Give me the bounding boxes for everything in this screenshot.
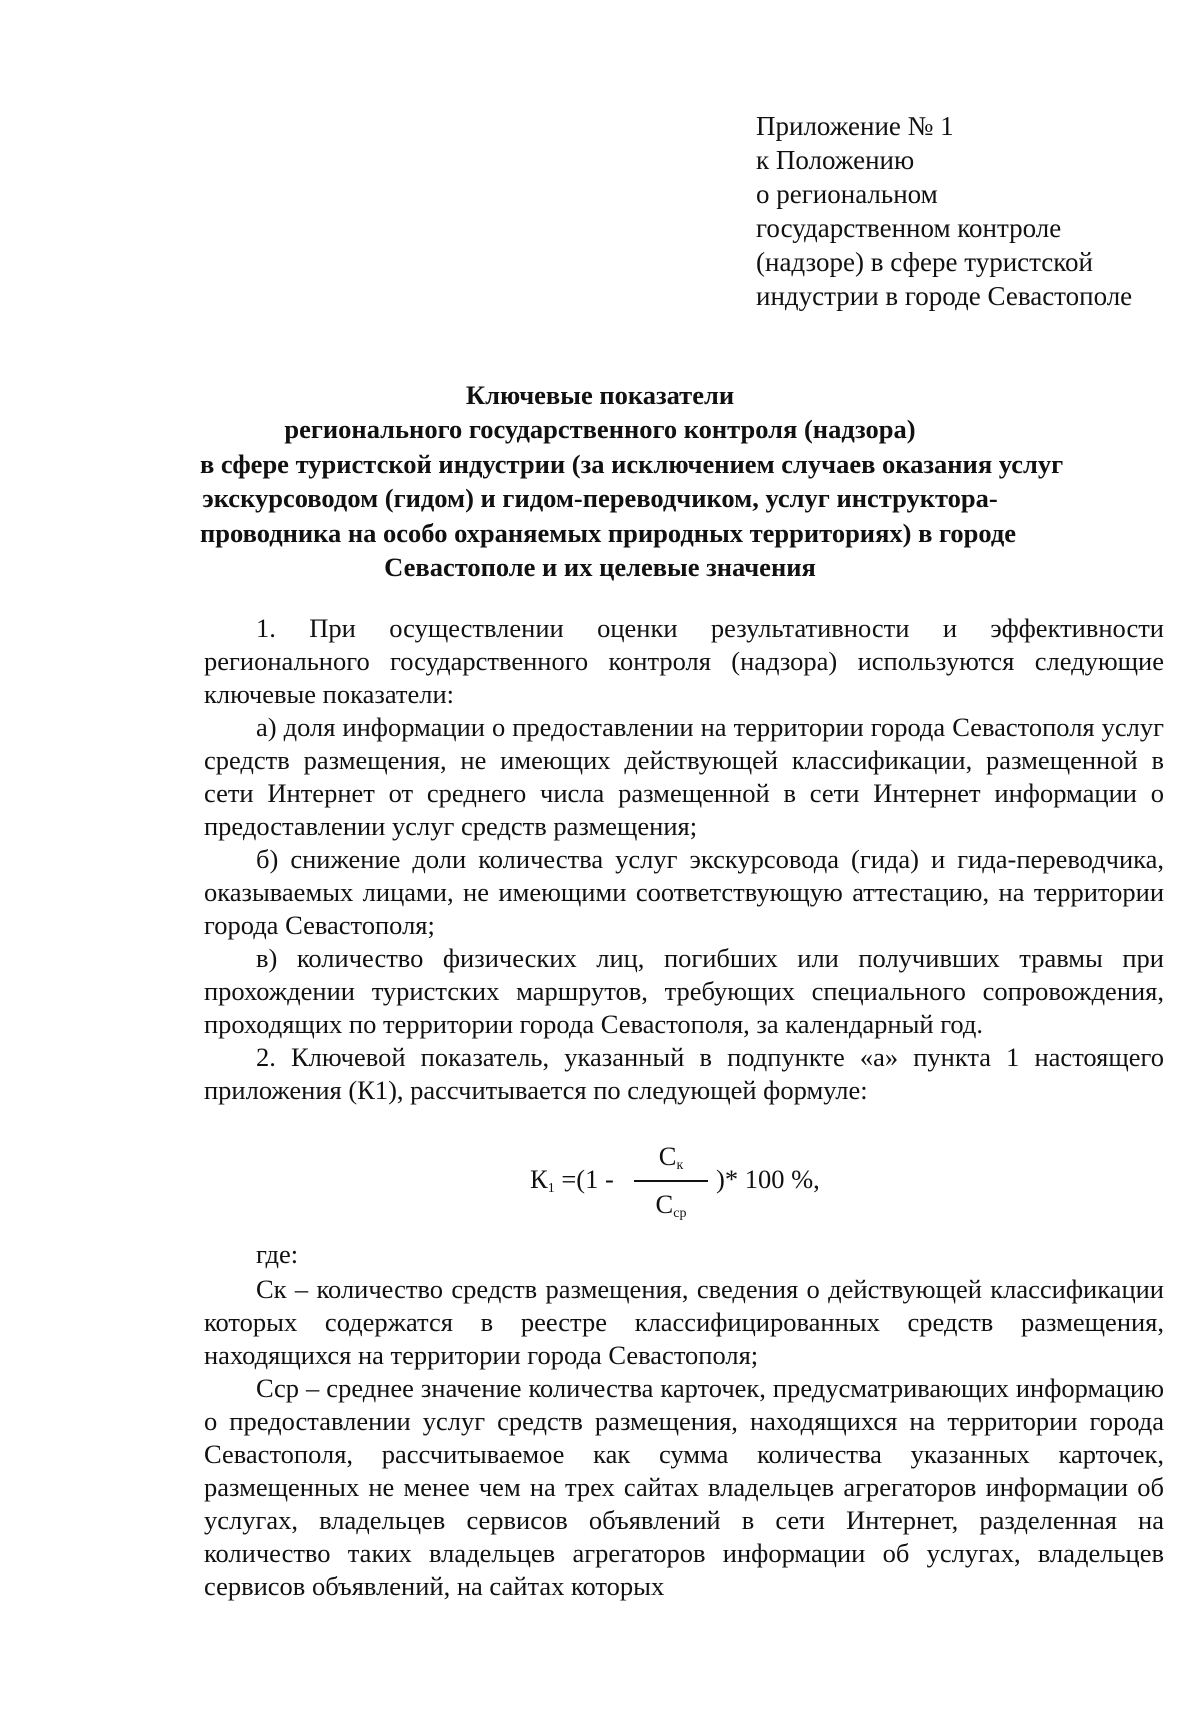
formula-k1 — [530, 1136, 850, 1226]
appendix-line: государственном контроле — [756, 213, 1062, 243]
paragraph-1: 1. При осуществлении оценки результативности и эффективности регионального государственного контроля (надзора) используются следующие ключевые показатели: — [204, 613, 1164, 709]
formula-lhs-symbol: К — [530, 1164, 548, 1194]
document-body — [204, 612, 1164, 1107]
definitions — [204, 1238, 1164, 1603]
fraction-denominator — [634, 1184, 708, 1224]
appendix-header — [756, 109, 1176, 313]
definition-ccp: Сср – среднее значение количества карточек, предусматривающих информацию о предоставлении услуг средств размещения, находящихся на территории города Севастополя, рассчитываемое как сумма количества указанных карточек, размещенных не менее чем на трех сайтах владельцев агрегаторов информации об услугах, владельцев сервисов объявлений в сети Интернет, разделенная на количество таких владельцев агрегаторов информации об услугах, владельцев сервисов объявлений, на сайтах которых — [204, 1373, 1164, 1601]
paragraph-2: 2. Ключевой показатель, указанный в подпункте «а» пункта 1 настоящего приложения (К1), рассчитывается по следующей формуле: — [204, 1042, 1164, 1105]
title-line: проводника на особо охраняемых природных территориях) в городе — [200, 517, 1017, 548]
formula-fraction — [634, 1136, 708, 1224]
formula-lhs-subscript: 1 — [547, 1181, 555, 1196]
formula-lhs — [530, 1164, 614, 1197]
document-title — [200, 378, 1064, 584]
paragraph-a: а) доля информации о предоставлении на территории города Севастополя услуг средств размещения, не имеющих действующей классификации, размещенной в сети Интернет от среднего числа размещенной в сети Интернет информации о предоставлении услуг средств размещения; — [204, 712, 1164, 841]
paragraph-v: в) количество физических лиц, погибших или получивших травмы при прохождении туристских маршрутов, требующих специального сопровождения, проходящих по территории города Севастополя, за календарный год. — [204, 943, 1164, 1039]
title-line: регионального государственного контроля (надзора) — [284, 414, 916, 445]
title-line: Севастополе и их целевые значения — [384, 552, 816, 583]
appendix-line: о региональном — [756, 179, 938, 209]
title-line: Ключевые показатели — [465, 380, 735, 410]
denominator-symbol: С — [655, 1189, 674, 1219]
numerator-symbol: С — [658, 1141, 677, 1171]
formula-lhs-tail: =(1 - — [554, 1164, 614, 1194]
appendix-line: Приложение № 1 — [756, 111, 954, 141]
title-line: экскурсоводом (гидом) и гидом-переводчиком, услуг инструктора- — [202, 483, 998, 514]
definition-ck: Ск – количество средств размещения, сведения о действующей классификации которых содержатся в реестре классифицированных средств размещения, находящихся на территории города Севастополя; — [204, 1274, 1164, 1370]
appendix-line: к Положению — [756, 145, 915, 175]
appendix-line: индустрии в городе Севастополе — [756, 281, 1133, 311]
title-line: в сфере туристской индустрии (за исключением случаев оказания услуг — [200, 448, 1064, 479]
denominator-subscript: ср — [673, 1206, 687, 1221]
paragraph-b: б) снижение доли количества услуг экскурсовода (гида) и гида-переводчика, оказываемых лицами, не имеющими соответствующую аттестацию, на территории города Севастополя; — [204, 844, 1164, 940]
where-label: где: — [256, 1239, 299, 1269]
fraction-numerator — [634, 1136, 708, 1176]
numerator-subscript: к — [676, 1158, 684, 1173]
fraction-bar — [634, 1180, 708, 1182]
formula-rhs: )* 100 %, — [716, 1164, 820, 1194]
appendix-line: (надзоре) в сфере туристской — [756, 247, 1093, 277]
